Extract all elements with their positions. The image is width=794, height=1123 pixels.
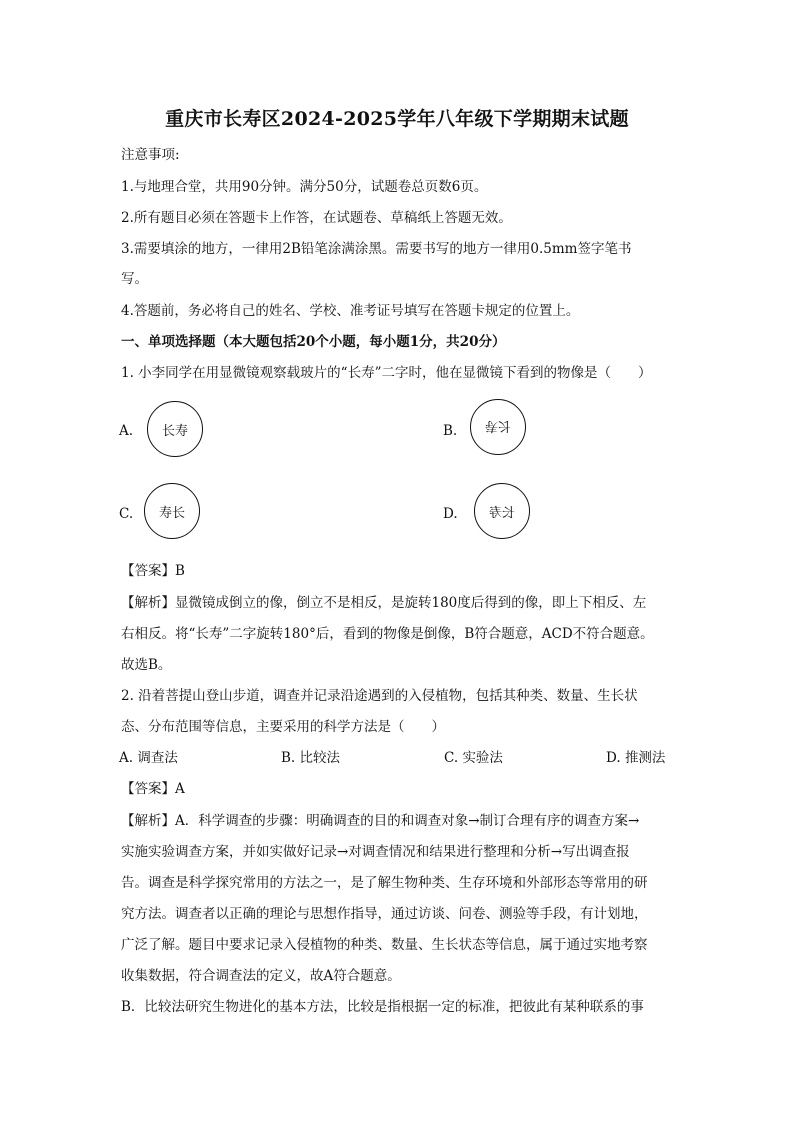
q1-option-c-label: C. <box>119 506 134 522</box>
q1-option-a-figure <box>147 401 203 457</box>
q2-option-c-label: C. <box>444 750 459 766</box>
q1-option-b-text: 长寿 <box>484 417 511 433</box>
q1-option-b-label: B. <box>443 423 458 439</box>
q2-analysis-line: 究方法。调查者以正确的理论与思想作指导，通过访谈、问卷、测验等手段，有计划地， <box>121 906 648 922</box>
q2-option-b-label: B. <box>281 750 296 766</box>
notice-item: 3.需要填涂的地方，一律用2B铅笔涂满涂黑。需要书写的地方一律用0.5mm签字笔书 <box>121 241 632 257</box>
notice-item: 写。 <box>121 271 148 287</box>
q2-analysis-line: 【解析】A．科学调查的步骤：明确调查的目的和调查对象→制订合理有序的调查方案→ <box>121 813 640 829</box>
q2-analysis-line: B．比较法研究生物进化的基本方法，比较是指根据一定的标准，把彼此有某种联系的事 <box>121 999 644 1015</box>
notice-heading: 注意事项: <box>121 147 180 163</box>
q2-option-d-text: 推测法 <box>624 750 666 766</box>
notice-item: 2.所有题目必须在答题卡上作答，在试题卷、草稿纸上答题无效。 <box>121 210 512 226</box>
q1-option-d-text: 长寿 <box>488 505 515 521</box>
q1-option-d-figure <box>474 483 530 539</box>
q2-analysis-line: 实施实验调查方案，并如实做好记录→对调查情况和结果进行整理和分析→写出调查报 <box>121 844 630 860</box>
q2-option-a-text: 调查法 <box>137 750 178 766</box>
q2-option-a <box>119 748 178 768</box>
q2-option-b <box>281 748 340 768</box>
q2-option-c <box>444 748 503 768</box>
q2-option-d <box>606 748 665 768</box>
q2-analysis-line: 告。调查是科学探究常用的方法之一，是了解生物种类、生存环境和外部形态等常用的研 <box>121 875 648 891</box>
notice-item: 1.与地理合堂，共用90分钟。满分50分，试题卷总页数6页。 <box>121 179 488 195</box>
notice-item: 4.答题前，务必将自己的姓名、学校、准考证号填写在答题卡规定的位置上。 <box>121 303 580 319</box>
q2-analysis-line: 收集数据，符合调查法的定义，故A符合题意。 <box>121 968 401 984</box>
question-2-stem: 态、分布范围等信息，主要采用的科学方法是（ ） <box>121 719 445 735</box>
q1-analysis-line: 【解析】显微镜成倒立的像，倒立不是相反，是旋转180度后得到的像，即上下相反、左 <box>121 595 647 611</box>
q1-option-d-label: D. <box>443 506 458 522</box>
q2-answer: 【答案】A <box>121 781 185 797</box>
q2-analysis-line: 广泛了解。题目中要求记录入侵植物的种类、数量、生长状态等信息，属于通过实地考察 <box>121 937 648 953</box>
q2-option-c-text: 实验法 <box>462 750 503 766</box>
page-title: 重庆市长寿区2024-2025学年八年级下学期期末试题 <box>165 108 629 130</box>
q1-option-a-text: 长寿 <box>161 423 188 439</box>
q1-analysis-line: 右相反。将“长寿”二字旋转180°后，看到的物像是倒像，B符合题意，ACD不符合题意。 <box>121 626 654 642</box>
q1-option-b-figure <box>470 399 526 455</box>
q2-option-d-label: D. <box>606 750 621 766</box>
q1-option-c-figure <box>144 483 200 539</box>
q1-option-a-label: A. <box>119 423 134 439</box>
question-2-stem: 2. 沿着菩提山登山步道，调查并记录沿途遇到的入侵植物，包括其种类、数量、生长状 <box>121 688 638 704</box>
q2-option-b-text: 比较法 <box>299 750 341 766</box>
q1-analysis-line: 故选B。 <box>121 657 172 673</box>
question-1-stem: 1. 小李同学在用显微镜观察载玻片的“长寿”二字时，他在显微镜下看到的物像是（ ） <box>121 365 652 381</box>
section-heading: 一、单项选择题（本大题包括20个小题，每小题1分，共20分） <box>121 334 506 350</box>
q1-answer: 【答案】B <box>121 563 185 579</box>
q1-option-c-text: 寿长 <box>158 505 185 521</box>
q2-option-a-label: A. <box>119 750 134 766</box>
